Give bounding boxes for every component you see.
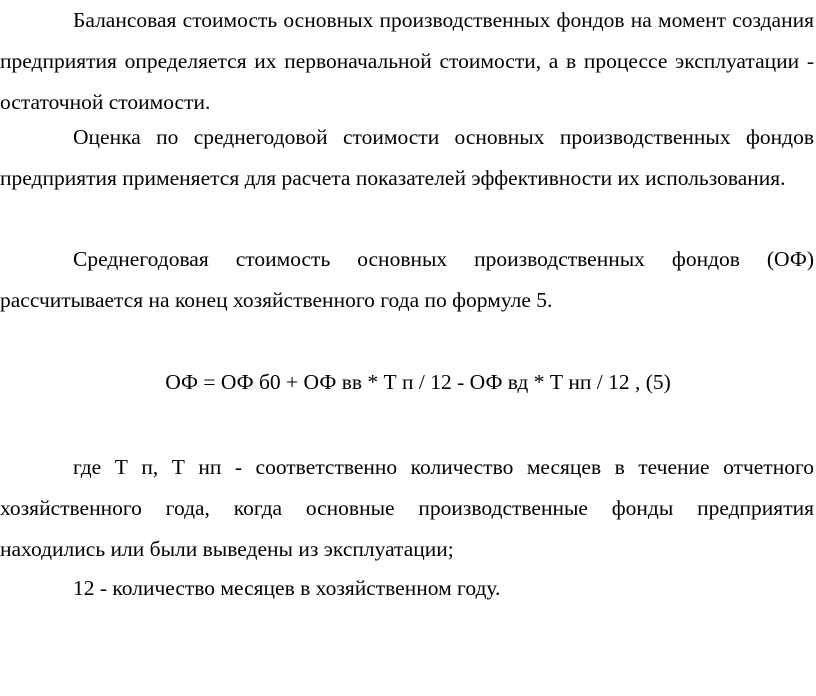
- paragraph-months-note: 12 - количество месяцев в хозяйственном году.: [73, 576, 501, 600]
- paragraph-formula-legend: где Т п, Т нп - соответственно количество месяцев в течение отчетного хозяйственного года, когда основные производственные фонды предприятия находились или были выведены из эксплуатации;: [0, 455, 814, 561]
- paragraph-average-annual-value: Среднегодовая стоимость основных производственных фондов (ОФ) рассчитывается на конец хозяйственного года по формуле 5.: [0, 247, 814, 312]
- formula-5: ОФ = ОФ б0 + ОФ вв * Т п / 12 - ОФ вд * Т нп / 12 , (5): [165, 370, 671, 394]
- paragraph-average-annual-assessment: Оценка по среднегодовой стоимости основных производственных фондов предприятия применяется для расчета показателей эффективности их использования.: [0, 125, 814, 190]
- paragraph-balance-value: Балансовая стоимость основных производственных фондов на момент создания предприятия определяется их первоначальной стоимости, а в процессе эксплуатации - остаточной стоимости.: [0, 8, 814, 114]
